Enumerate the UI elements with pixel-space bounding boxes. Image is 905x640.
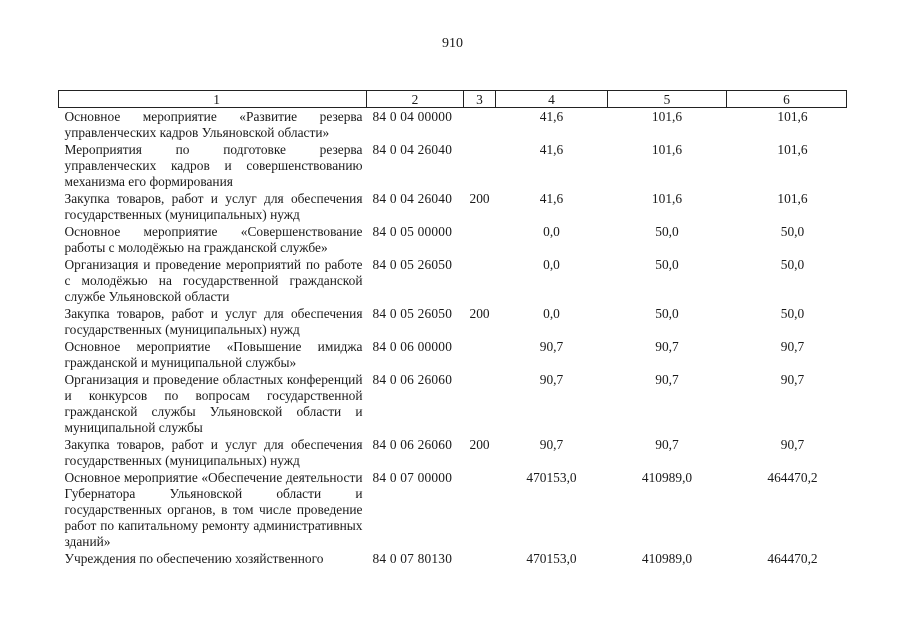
row-value-2026: 101,6 xyxy=(777,191,808,206)
row-value-2024: 90,7 xyxy=(539,372,564,387)
header-col-2: 2 xyxy=(367,91,464,108)
row-code: 84 0 04 00000 xyxy=(372,109,453,124)
table-header-row xyxy=(59,91,847,108)
table-row xyxy=(59,469,847,550)
row-vr xyxy=(464,141,496,190)
row-vr xyxy=(464,223,496,256)
table-row xyxy=(59,190,847,223)
table-row xyxy=(59,371,847,436)
row-code: 84 0 04 26040 xyxy=(372,142,453,157)
table-row xyxy=(59,550,847,567)
row-name: Организация и проведение мероприятий по работе с молодёжью на государственной гражданской службе Ульяновской области xyxy=(64,257,363,304)
row-value-2026: 464470,2 xyxy=(767,551,818,566)
row-name: Закупка товаров, работ и услуг для обеспечения государственных (муниципальных) нужд xyxy=(64,437,363,468)
row-value-2026: 90,7 xyxy=(780,437,805,452)
row-value-2025: 90,7 xyxy=(655,437,679,452)
header-col-4: 4 xyxy=(496,91,608,108)
row-name: Основное мероприятие «Развитие резерва управленческих кадров Ульяновской области» xyxy=(64,109,363,140)
row-value-2026: 50,0 xyxy=(780,224,805,239)
table-row xyxy=(59,141,847,190)
row-value-2024: 41,6 xyxy=(539,142,564,157)
row-name: Организация и проведение областных конференций и конкурсов по вопросам государственной гражданской службы Ульяновской области и муниципальной службы xyxy=(64,372,363,435)
row-value-2026: 90,7 xyxy=(780,339,805,354)
row-value-2026: 50,0 xyxy=(780,257,805,272)
table-row xyxy=(59,436,847,469)
row-name: Мероприятия по подготовке резерва управленческих кадров и совершенствованию механизма его формирования xyxy=(64,142,363,189)
row-value-2024: 41,6 xyxy=(539,191,564,206)
row-vr xyxy=(464,108,496,142)
row-value-2025: 50,0 xyxy=(655,306,679,321)
header-col-3: 3 xyxy=(464,91,496,108)
table-row xyxy=(59,305,847,338)
row-value-2024: 41,6 xyxy=(539,109,564,124)
row-value-2025: 101,6 xyxy=(651,142,683,157)
row-code: 84 0 06 26060 xyxy=(372,437,453,452)
row-value-2024: 470153,0 xyxy=(526,551,577,566)
table-row xyxy=(59,338,847,371)
row-code: 84 0 06 26060 xyxy=(372,372,453,387)
row-value-2026: 101,6 xyxy=(777,109,808,124)
row-vr xyxy=(464,256,496,305)
row-value-2025: 50,0 xyxy=(655,224,679,239)
row-code: 84 0 04 26040 xyxy=(372,191,453,206)
row-value-2025: 101,6 xyxy=(651,109,683,124)
table-body xyxy=(59,108,847,568)
row-name: Закупка товаров, работ и услуг для обеспечения государственных (муниципальных) нужд xyxy=(64,191,363,222)
budget-table xyxy=(58,90,847,567)
row-vr xyxy=(464,550,496,567)
row-code: 84 0 05 00000 xyxy=(372,224,453,239)
row-value-2026: 50,0 xyxy=(780,306,805,321)
row-code: 84 0 07 80130 xyxy=(372,551,453,566)
table-row xyxy=(59,223,847,256)
row-code: 84 0 06 00000 xyxy=(372,339,453,354)
row-name: Учреждения по обеспечению хозяйственного xyxy=(64,551,324,566)
row-vr xyxy=(464,338,496,371)
row-code: 84 0 07 00000 xyxy=(372,470,453,485)
row-vr: 200 xyxy=(469,191,490,206)
row-value-2025: 50,0 xyxy=(655,257,679,272)
row-vr xyxy=(464,371,496,436)
row-value-2025: 410989,0 xyxy=(641,551,693,566)
row-value-2026: 464470,2 xyxy=(767,470,818,485)
header-col-6: 6 xyxy=(727,91,847,108)
row-value-2025: 90,7 xyxy=(655,372,679,387)
row-name: Закупка товаров, работ и услуг для обеспечения государственных (муниципальных) нужд xyxy=(64,306,363,337)
row-value-2025: 101,6 xyxy=(651,191,683,206)
row-code: 84 0 05 26050 xyxy=(372,257,453,272)
row-value-2026: 101,6 xyxy=(777,142,808,157)
row-value-2024: 0,0 xyxy=(543,257,560,272)
row-name: Основное мероприятие «Обеспечение деятельности Губернатора Ульяновской области и государственных органов, в том числе проведение работ по капитальному ремонту административных зданий» xyxy=(64,470,363,549)
row-code: 84 0 05 26050 xyxy=(372,306,453,321)
row-value-2024: 0,0 xyxy=(543,306,560,321)
row-value-2024: 0,0 xyxy=(543,224,560,239)
row-value-2024: 470153,0 xyxy=(526,470,577,485)
header-col-5: 5 xyxy=(608,91,727,108)
row-vr: 200 xyxy=(469,437,490,452)
table-row xyxy=(59,256,847,305)
header-col-1: 1 xyxy=(59,91,367,108)
row-value-2024: 90,7 xyxy=(539,339,564,354)
row-value-2024: 90,7 xyxy=(539,437,564,452)
row-vr: 200 xyxy=(469,306,490,321)
row-value-2025: 90,7 xyxy=(655,339,679,354)
row-vr xyxy=(464,469,496,550)
row-value-2026: 90,7 xyxy=(780,372,805,387)
row-value-2025: 410989,0 xyxy=(641,470,693,485)
row-name: Основное мероприятие «Совершенствование работы с молодёжью на гражданской службе» xyxy=(64,224,363,255)
page-number: 910 xyxy=(442,36,463,51)
row-name: Основное мероприятие «Повышение имиджа гражданской и муниципальной службы» xyxy=(64,339,363,370)
table-row xyxy=(59,108,847,142)
